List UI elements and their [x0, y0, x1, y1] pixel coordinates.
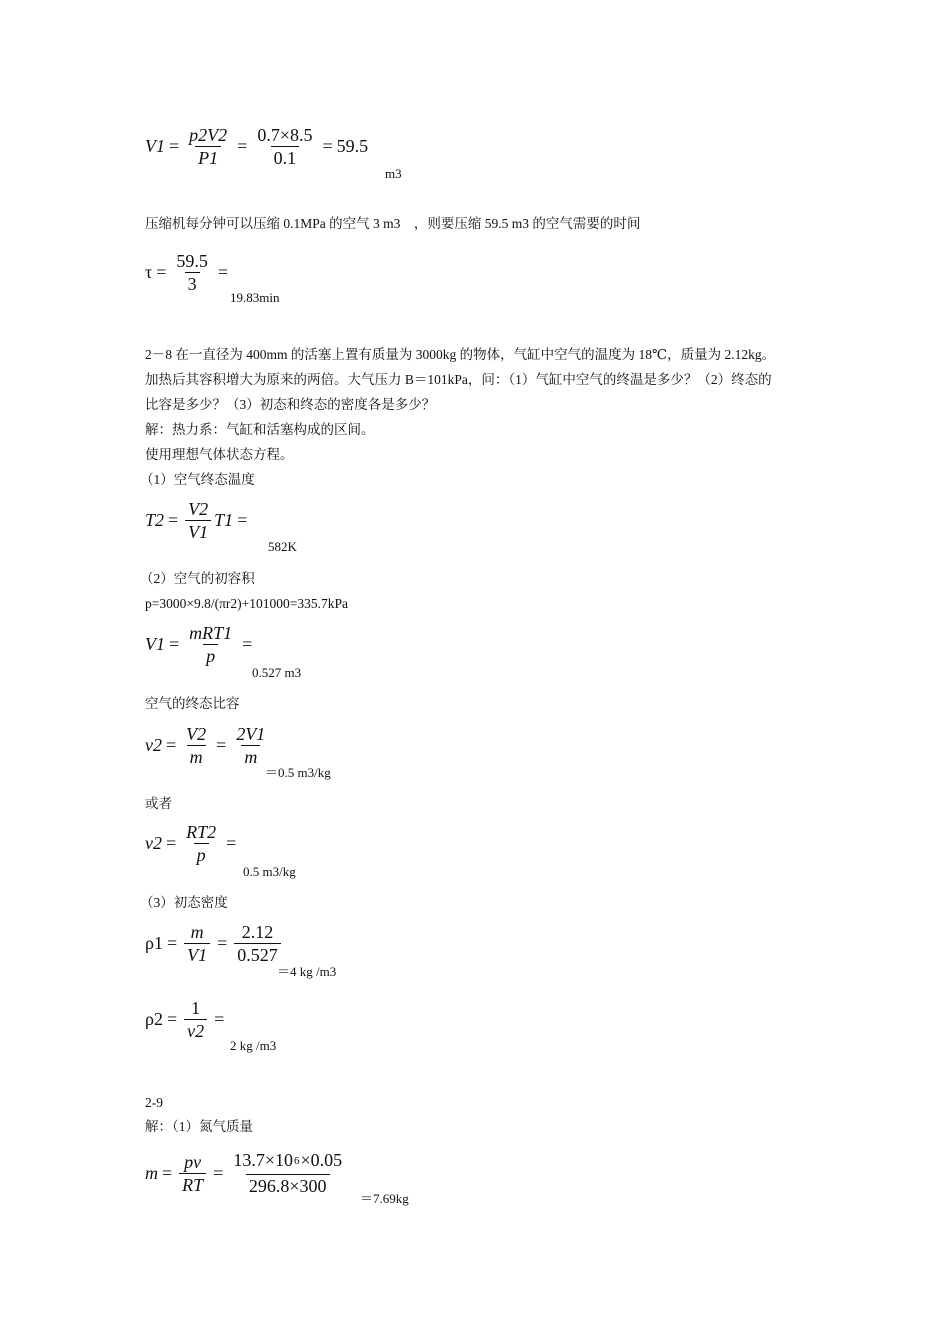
equals-sign: =: [162, 1162, 173, 1183]
eq-result: 19.83min: [230, 290, 280, 305]
equation-v2-b: [145, 821, 240, 866]
solution-line: 解：热力系：气缸和活塞构成的区间。: [145, 422, 375, 437]
problem-line: 2－8 在一直径为 400mm 的活塞上置有质量为 3000kg 的物体，气缸中空气的温度为 18℃，质量为 2.12kg。: [145, 347, 776, 362]
eq-lhs: ρ2: [145, 1009, 163, 1029]
equals-sign: =: [213, 1162, 224, 1183]
equation-v2-a: [145, 723, 271, 768]
numerator: 2.12: [241, 922, 274, 942]
eq-lhs: τ: [145, 262, 153, 282]
equals-sign: =: [242, 634, 253, 654]
eq-result: 0.527 m3: [252, 665, 302, 680]
problem-line: 加热后其容积增大为原来的两倍。大气压力 B＝101kPa，问：（1）气缸中空气的终温是多少？（2）终态的: [145, 372, 772, 387]
pressure-calc: p=3000×9.8/(πr2)+101000=335.7kPa: [145, 596, 349, 611]
fraction: [179, 1151, 206, 1196]
fraction: [186, 622, 235, 667]
eq-lhs: V1: [145, 136, 165, 156]
denominator: 296.8×300: [246, 1174, 330, 1197]
equals-sign: =: [217, 933, 228, 953]
numerator-part: 13.7×10: [233, 1150, 293, 1170]
equals-sign: =: [217, 262, 229, 282]
eq-result: ＝4 kg /m3: [277, 964, 337, 979]
eq-lhs: v2: [145, 833, 162, 853]
numerator: 0.7×8.5: [257, 125, 313, 145]
exponent: 6: [293, 1155, 300, 1167]
equals-sign: =: [214, 1009, 225, 1029]
denominator: m: [241, 745, 260, 768]
numerator: RT2: [186, 822, 217, 842]
eq-lhs: ρ1: [145, 933, 163, 953]
numerator: p2V2: [189, 125, 228, 145]
denominator: 0.1: [271, 146, 300, 169]
denominator: P1: [195, 146, 221, 169]
section-label: 空气的终态比容: [145, 696, 240, 711]
problem-line: 比容是多少？（3）初态和终态的密度各是多少？: [145, 397, 436, 412]
fraction: [186, 124, 230, 169]
denominator: V1: [184, 943, 210, 966]
step-heading: （2）空气的初容积: [140, 571, 255, 586]
equation-tau: [145, 250, 232, 295]
numerator: [230, 1149, 345, 1174]
equals-sign: =: [216, 735, 227, 755]
numerator: V2: [186, 724, 207, 744]
problem-title: 2-9: [145, 1095, 163, 1110]
numerator: m: [190, 922, 204, 942]
fraction: [254, 124, 315, 169]
equals-sign: =: [166, 735, 177, 755]
fraction: [173, 250, 211, 295]
denominator: V1: [185, 520, 211, 543]
equation-v1-pressure: [145, 124, 368, 169]
eq-result: 582K: [268, 539, 297, 554]
text-or: 或者: [145, 796, 172, 811]
equals-sign: =: [322, 136, 333, 156]
denominator: m: [187, 745, 206, 768]
denominator: v2: [184, 1019, 207, 1042]
numerator: pv: [184, 1151, 202, 1172]
eq-lhs: v2: [145, 735, 162, 755]
denominator: 0.527: [234, 943, 281, 966]
eq-lhs: V1: [145, 634, 165, 654]
eq-lhs: T2: [145, 510, 165, 530]
fraction: [183, 723, 209, 768]
eq-result: ＝7.69kg: [360, 1191, 409, 1206]
eq-multiplier: T1: [214, 510, 234, 530]
equals-sign: =: [168, 510, 179, 530]
solution-line: 解：（1）氮气质量: [145, 1119, 253, 1134]
numerator: V2: [188, 499, 209, 519]
text-compress: 压缩机每分钟可以压缩 0.1MPa 的空气 3 m3 ，则要压缩 59.5 m3 的空气需要的时间: [145, 216, 641, 231]
numerator: 59.5: [176, 251, 208, 271]
equation-t2: [145, 498, 251, 543]
denominator: p: [194, 843, 209, 866]
equation-mass: [145, 1149, 348, 1197]
numerator-part: ×0.05: [300, 1150, 343, 1170]
equals-sign: =: [226, 833, 237, 853]
equals-sign: =: [166, 933, 178, 953]
eq-result: m3: [385, 166, 402, 181]
eq-value: 59.5: [336, 136, 369, 156]
eq-result: 0.5 m3/kg: [243, 864, 296, 879]
equation-v1: [145, 622, 256, 667]
denominator: p: [203, 644, 218, 667]
fraction: [185, 498, 211, 543]
step-heading: （1）空气终态温度: [140, 472, 255, 487]
fraction: [230, 1149, 345, 1197]
denominator: RT: [179, 1173, 206, 1196]
equals-sign: =: [169, 136, 180, 156]
fraction: [233, 723, 268, 768]
equals-sign: =: [169, 634, 180, 654]
equals-sign: =: [237, 510, 248, 530]
equals-sign: =: [166, 833, 177, 853]
denominator: 3: [185, 272, 200, 295]
equation-rho1: [145, 921, 284, 966]
eq-result: ＝0.5 m3/kg: [265, 765, 331, 780]
step-heading: （3）初态密度: [140, 895, 228, 910]
solution-line: 使用理想气体状态方程。: [145, 447, 294, 462]
equals-sign: =: [166, 1009, 178, 1029]
fraction: [184, 921, 210, 966]
fraction: [184, 997, 207, 1042]
equation-rho2: [145, 997, 228, 1042]
eq-result: 2 kg /m3: [230, 1038, 277, 1053]
fraction: [183, 821, 219, 866]
numerator: 2V1: [236, 724, 266, 744]
equals-sign: =: [156, 262, 167, 282]
equals-sign: =: [237, 136, 248, 156]
numerator: 1: [191, 998, 201, 1018]
fraction: [234, 921, 281, 966]
numerator: mRT1: [189, 623, 233, 643]
eq-lhs: m: [145, 1162, 158, 1183]
